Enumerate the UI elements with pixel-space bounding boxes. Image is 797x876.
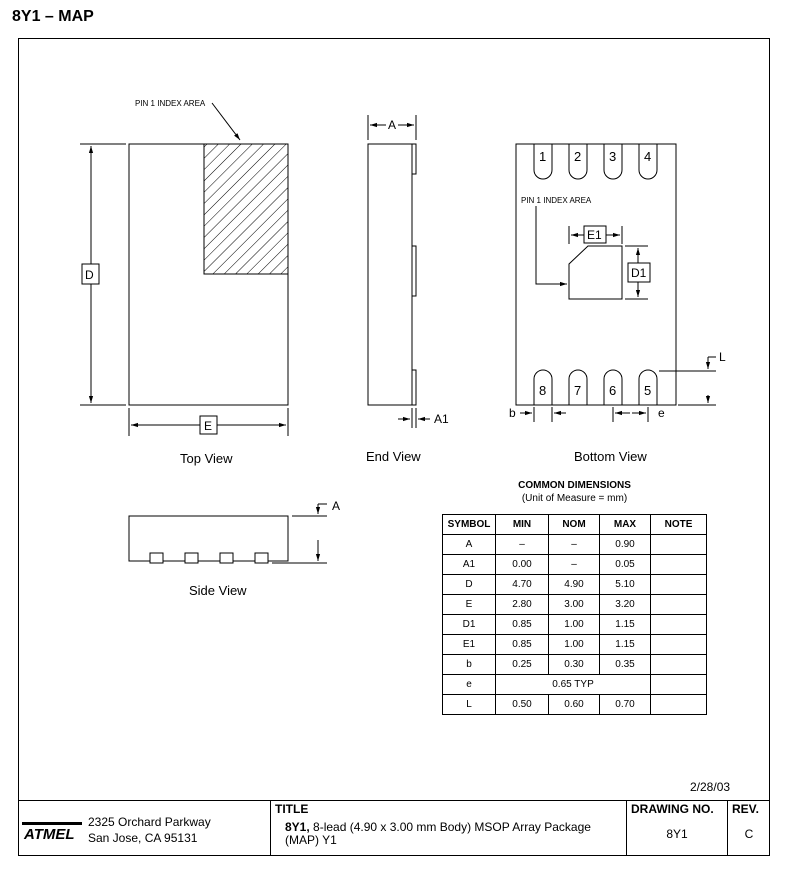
cell: 0.05	[600, 555, 651, 575]
bottom-view	[509, 144, 726, 464]
end-view	[366, 115, 449, 464]
bottom-view-body	[516, 144, 676, 405]
header-min: MIN	[496, 515, 549, 535]
drawing-date: 2/28/03	[690, 780, 731, 794]
cell: 1.00	[549, 615, 600, 635]
pin-8-num: 8	[539, 383, 547, 398]
cell: 5.10	[600, 575, 651, 595]
dimensions-table	[442, 514, 707, 715]
header-nom: NOM	[549, 515, 600, 535]
table-row	[443, 575, 707, 595]
cell	[651, 695, 707, 715]
address-line1: 2325 Orchard Parkway	[88, 815, 211, 829]
table-row	[443, 695, 707, 715]
atmel-logo	[22, 819, 82, 841]
end-view-body	[368, 144, 412, 405]
cell	[651, 535, 707, 555]
cell: L	[443, 695, 496, 715]
exposed-pad	[569, 246, 622, 299]
cell: 3.00	[549, 595, 600, 615]
pin-1-num: 1	[539, 149, 547, 164]
top-view	[80, 99, 288, 466]
dim-d1-label: D1	[631, 266, 647, 280]
header-max: MAX	[600, 515, 651, 535]
cell: 0.90	[600, 535, 651, 555]
table-row	[443, 535, 707, 555]
cell	[651, 675, 707, 695]
pin-6-num: 6	[609, 383, 617, 398]
cell: 0.35	[600, 655, 651, 675]
bottom-view-label: Bottom View	[574, 449, 647, 464]
table-row	[443, 635, 707, 655]
cell: 4.70	[496, 575, 549, 595]
cell: 2.80	[496, 595, 549, 615]
title-heading: TITLE	[275, 802, 309, 816]
cell: –	[549, 535, 600, 555]
side-view-label: Side View	[189, 583, 247, 598]
pin-7-num: 7	[574, 383, 582, 398]
cell: e	[443, 675, 496, 695]
cell	[651, 635, 707, 655]
cell	[651, 575, 707, 595]
dim-l-label: L	[719, 350, 726, 364]
cell: A1	[443, 555, 496, 575]
cell: 0.85	[496, 615, 549, 635]
table-row	[443, 675, 707, 695]
cell	[651, 615, 707, 635]
address-line2: San Jose, CA 95131	[88, 831, 198, 845]
drawing-no-value: 8Y1	[666, 827, 688, 841]
cell: 0.60	[549, 695, 600, 715]
header-symbol: SYMBOL	[443, 515, 496, 535]
cell: 1.15	[600, 615, 651, 635]
cell: 1.00	[549, 635, 600, 655]
cell: 0.30	[549, 655, 600, 675]
revision-cell	[727, 800, 770, 856]
cell: –	[549, 555, 600, 575]
dim-b-label: b	[509, 406, 516, 420]
table-row	[443, 615, 707, 635]
drawing-no-label: DRAWING NO.	[631, 802, 714, 816]
title-text	[285, 821, 621, 847]
pin-3-num: 3	[609, 149, 617, 164]
cell: 0.70	[600, 695, 651, 715]
side-dim-a-label: A	[332, 499, 341, 513]
cell: E	[443, 595, 496, 615]
pin-2-num: 2	[574, 149, 582, 164]
header-note: NOTE	[651, 515, 707, 535]
table-row	[443, 655, 707, 675]
table-row	[443, 595, 707, 615]
cell: b	[443, 655, 496, 675]
table-header-row	[443, 515, 707, 535]
dim-e-label: E	[204, 419, 213, 433]
title-cell	[270, 800, 626, 856]
end-view-label: End View	[366, 449, 421, 464]
end-dim-a1-label: A1	[434, 412, 449, 426]
cell: –	[496, 535, 549, 555]
cell	[651, 595, 707, 615]
top-view-label: Top View	[180, 451, 233, 466]
pin1-hatched-area	[204, 144, 288, 274]
cell: 1.15	[600, 635, 651, 655]
drawing-number-cell	[626, 800, 727, 856]
cell	[651, 655, 707, 675]
company-address-cell	[18, 800, 270, 856]
pin-5-num: 5	[644, 383, 652, 398]
title-block	[18, 800, 770, 856]
dimensions-title: COMMON DIMENSIONS	[518, 480, 631, 491]
cell-typ: 0.65 TYP	[496, 675, 651, 695]
cell: 0.25	[496, 655, 549, 675]
dim-d-label: D	[85, 268, 94, 282]
pin1-index-label-bottom: PIN 1 INDEX AREA	[521, 196, 592, 205]
dim-e-pitch-label: e	[658, 406, 665, 420]
pin-4-num: 4	[644, 149, 652, 164]
dimensions-subtitle: (Unit of Measure = mm)	[521, 493, 628, 504]
cell: D	[443, 575, 496, 595]
cell: 3.20	[600, 595, 651, 615]
cell: A	[443, 535, 496, 555]
rev-label: REV.	[732, 802, 759, 816]
cell	[651, 555, 707, 575]
cell: D1	[443, 615, 496, 635]
rev-value: C	[744, 827, 754, 841]
svg-text:ATMEL: ATMEL	[24, 826, 75, 841]
cell: 0.50	[496, 695, 549, 715]
title-description: 8-lead (4.90 x 3.00 mm Body) MSOP Array Package (MAP) Y1	[285, 820, 591, 847]
table-row	[443, 555, 707, 575]
title-part-number: 8Y1,	[285, 820, 310, 834]
side-view	[129, 499, 340, 598]
cell: 0.00	[496, 555, 549, 575]
end-dim-a-label: A	[388, 118, 397, 132]
cell: E1	[443, 635, 496, 655]
cell: 0.85	[496, 635, 549, 655]
cell: 4.90	[549, 575, 600, 595]
pin1-index-label-top: PIN 1 INDEX AREA	[135, 99, 206, 108]
page-title: 8Y1 – MAP	[12, 8, 94, 25]
dim-e1-label: E1	[587, 228, 602, 242]
